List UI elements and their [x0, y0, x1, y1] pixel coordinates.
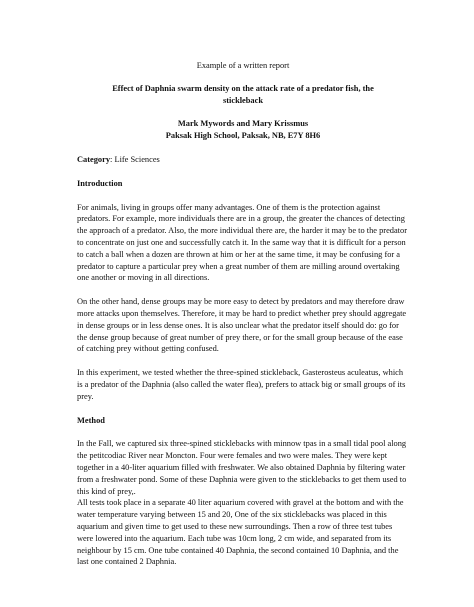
school-address: Paksak High School, Paksak, NB, E7Y 8H6	[165, 131, 321, 141]
method-paragraph-1: In the Fall, we captured six three-spined sticklebacks with minnow tpas in a small tidal pool along the petitcodiac River near Moncton. Four were females and two were males. They were kept together in a 40-liter aquarium filled with freshwater. We also obtained Daphnia by filtering water from a freshwater pond. Some of these Daphnia were given to the sticklebacks to get them used to this kind of prey,.	[77, 439, 407, 496]
document-page	[77, 60, 409, 568]
report-title-line-1: Effect of Daphnia swarm density on the attack rate of a predator fish, the	[112, 83, 374, 93]
category-value: : Life Sciences	[110, 154, 160, 164]
method-heading: Method	[77, 415, 105, 425]
report-title-line-2: stickleback	[222, 95, 263, 105]
intro-paragraph-2: On the other hand, dense groups may be more easy to detect by predators and may therefore draw more attacks upon themselves. Therefore, it may be hard to predict whether prey should aggregate in dense groups or in less dense ones. It is also unclear what the predator itself should do: go for the dense group because of great number of prey there, or for the small group because of the ease of catching prey without getting confused.	[77, 297, 407, 354]
method-paragraph-2: All tests took place in a separate 40 liter aquarium covered with gravel at the bottom and with the water temperature varying between 15 and 20, One of the six sticklebacks was placed in this aquarium and given time to get used to these new surroundings. Then a row of three test tubes were lowered into the aquarium. Each tube was 10cm long, 2 cm wide, and separated from its neighbour by 15 cm. One tube contained 40 Daphnia, the second contained 10 Daphnia, and the last one contained 2 Daphnia.	[77, 498, 404, 567]
intro-paragraph-3: In this experiment, we tested whether the three-spined stickleback, Gasterosteus aculeatus, which is a predator of the Daphnia (also called the water flea), prefers to attack big or small groups of its prey.	[77, 368, 406, 401]
category-label: Category	[77, 154, 111, 164]
category-line	[77, 154, 409, 166]
author-block	[77, 118, 409, 142]
introduction-heading: Introduction	[77, 178, 123, 188]
report-label: Example of a written report	[196, 61, 290, 70]
author-names: Mark Mywords and Mary Krissmus	[177, 119, 309, 129]
intro-paragraph-1: For animals, living in groups offer many advantages. One of them is the protection against predators. For example, more individuals there are in a group, the greater the chances of detecting the approach of a predator. Also, the more individual there are, the harder it may be to the predator to concentrate on just one and successfully catch it. In the same way that it is difficult for a person to catch a ball when a dozen are thrown at him or her at the same time, it may be confusing for a predator to capture a particular prey when a great number of them are milling around overtaking one another or moving in all directions.	[77, 202, 407, 283]
report-title	[77, 83, 409, 107]
